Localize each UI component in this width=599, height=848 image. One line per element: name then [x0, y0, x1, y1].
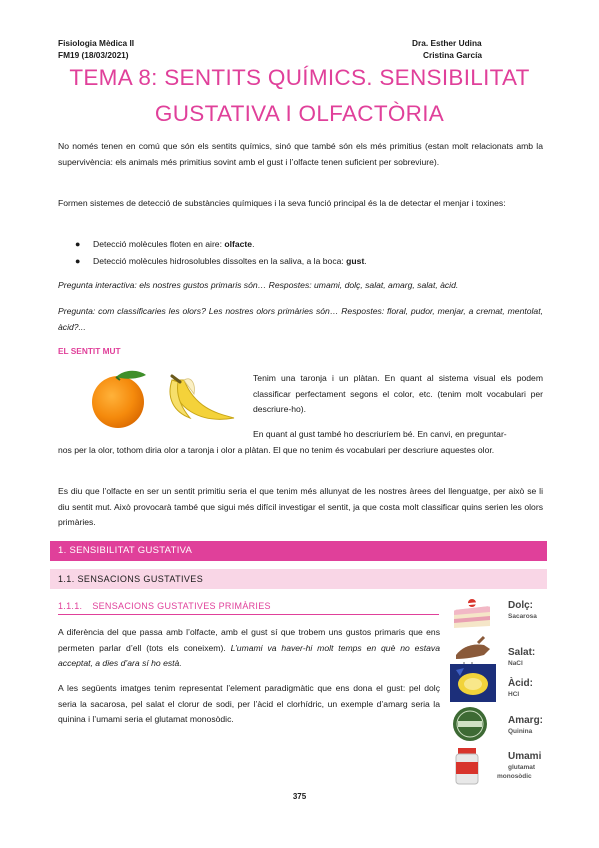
page-title-line2: GUSTATIVA I OLFACTÒRIA — [154, 101, 445, 126]
cake-icon — [450, 596, 494, 632]
banana-icon — [160, 372, 242, 428]
taste-acid: Àcid: HCl — [450, 664, 560, 708]
taste-salat: Salat: NaCl — [450, 633, 560, 677]
intro-paragraph-1: No només tenen en comú que són els sentits químics, sinó que també són els més primitius (estan molt relacionats amb la supervivència: els animals més primitius sovint amb el gust i l’olfacte tenen suficient per sobreviure). — [58, 141, 543, 167]
detection-list — [75, 236, 367, 270]
olfacte-term: olfacte — [224, 239, 253, 249]
lemon-icon — [450, 664, 496, 702]
salt-hand-icon — [450, 633, 494, 667]
bullet-icon: ● — [75, 256, 81, 266]
sentit-mut-paragraph-2b: nos per la olor, tothom diria olor a taronja i olor a plàtan. El que no tenim és vocabulari per descriure aquestes olor. — [58, 445, 495, 455]
taste-umami: Umami glutamat monosòdic — [450, 746, 560, 792]
session-code: FM19 (18/03/2021) — [58, 50, 129, 60]
gust-paragraph-1: A diferència del que passa amb l’olfacte, amb el gust sí que trobem uns gustos primaris que ens permeten parlar d’ell (tots els coneixem). L’umami va haver-hi molt temps en què no estava acceptat, a dies d’ara sí ho està. — [58, 627, 440, 668]
msg-jar-icon — [450, 746, 484, 786]
orange-icon — [86, 367, 158, 429]
course-name: Fisiologia Mèdica II — [58, 38, 135, 48]
list-item: ● Detecció molècules floten en aire: olfacte. — [75, 236, 367, 253]
page-title-line1: TEMA 8: SENTITS QUÍMICS. SENSIBILITAT — [69, 65, 530, 90]
page-number: 375 — [292, 792, 307, 801]
section-1-1-heading: 1.1. SENSACIONS GUSTATIVES — [50, 569, 547, 589]
interactive-question: Pregunta interactiva: els nostres gustos primaris són… Respostes: umami, dolç, salat, amarg, salat, àcid. — [58, 280, 459, 290]
author-teacher: Dra. Esther Udina — [412, 38, 482, 48]
intro-paragraph-2: Formen sistemes de detecció de substàncies químiques i la seva funció principal és la de detectar el menjar i toxines: — [58, 198, 506, 208]
bullet-icon: ● — [75, 239, 81, 249]
taste-amarg: Amarg: Quinina — [450, 705, 560, 749]
gust-paragraph-2: A les següents imatges tenim representat l’element paradigmàtic que ens dona el gust: pel dolç seria la sacarosa, pel salat el clorur de sodi, per l’àcid el clorhídric, un exemple d’amarg seria la quinina i l’umami seria el glutamat monosòdic. — [58, 683, 440, 724]
section-heading-sentit-mut: EL SENTIT MUT — [58, 346, 121, 356]
header-right — [412, 37, 482, 61]
list-item: ● Detecció molècules hidrosolubles dissoltes en la saliva, a la boca: gust. — [75, 253, 367, 270]
sentit-mut-paragraph-1: Tenim una taronja i un plàtan. En quant al sistema visual els podem classificar perfectament segons el color, etc. (tenim molt vocabulari per descriure-ho). — [253, 373, 543, 414]
taste-dolc: Dolç: Sacarosa — [450, 596, 560, 640]
gust-term: gust — [346, 256, 365, 266]
header-left — [58, 37, 134, 61]
section-1-heading: 1. SENSIBILITAT GUSTATIVA — [50, 541, 547, 561]
odor-question: Pregunta: com classificaries les olors? Les nostres olors primàries són… Respostes: floral, pudor, menjar, a cremat, mentolat, àcid?... — [58, 306, 543, 332]
section-1-1-1-heading: 1.1.1. SENSACIONS GUSTATIVES PRIMÀRIES — [58, 601, 439, 615]
author-student: Cristina García — [423, 50, 483, 60]
quinine-seal-icon — [450, 705, 490, 743]
sentit-mut-paragraph-2a: En quant al gust també ho descriuríem bé. En canvi, en preguntar- — [253, 429, 507, 439]
sentit-mut-paragraph-3: Es diu que l’olfacte en ser un sentit primitiu seria el que tenim més allunyat de les nostres àrees del llenguatge, per això se li diu sentit mut. Això provocarà també que sigui més difícil investigar el sentit, ja que costa molt classificar quins serien les olors primàries. — [58, 486, 543, 527]
